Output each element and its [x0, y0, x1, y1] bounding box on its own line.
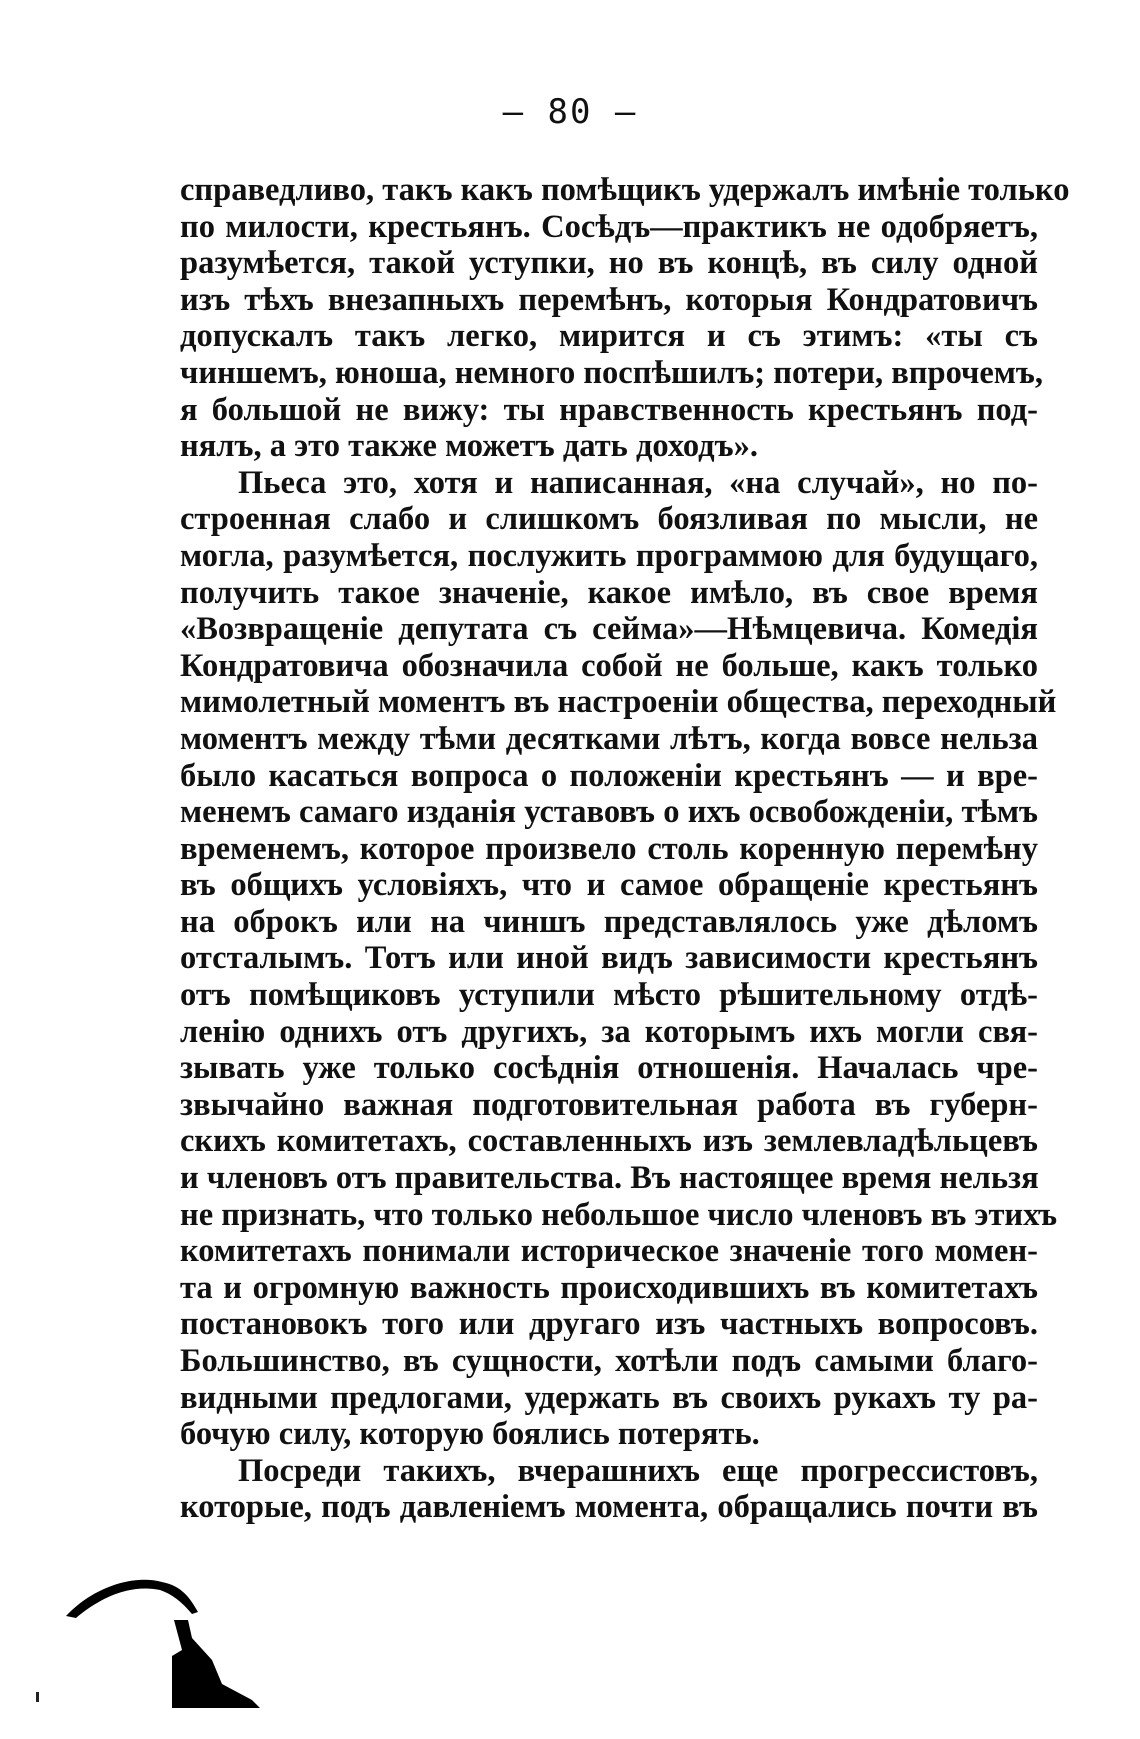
library-stamp-fragment	[62, 1560, 262, 1710]
text-line: которые, подъ давленіемъ момента, обращались почти въ	[180, 1489, 1038, 1526]
text-line: въ общихъ условіяхъ, что и самое обращеніе крестьянъ	[180, 867, 1038, 904]
text-line: звычайно важная подготовительная работа въ губерн-	[180, 1086, 1038, 1123]
text-line: моментъ между тѣми десятками лѣтъ, когда вовсе нельза	[180, 720, 1038, 757]
text-line: нялъ, а это также можетъ дать доходъ».	[180, 428, 758, 465]
text-line: отсталымъ. Тотъ или иной видъ зависимости крестьянъ	[180, 940, 1038, 977]
text-line: по милости, крестьянъ. Сосѣдъ—практикъ не одобряетъ,	[180, 208, 1038, 245]
text-line: было касаться вопроса о положеніи крестьянъ — и вре-	[180, 757, 1038, 794]
text-line: я большой не вижу: ты нравственность крестьянъ под-	[180, 391, 1038, 428]
text-line: отъ помѣщиковъ уступили мѣсто рѣшительному отдѣ-	[180, 977, 1038, 1014]
stamp-arc	[66, 1580, 198, 1618]
text-line: не признать, что только небольшое число членовъ въ этихъ	[180, 1196, 1058, 1233]
text-line: бочую силу, которую боялись потерять.	[180, 1416, 760, 1453]
text-line: ленію однихъ отъ другихъ, за которымъ ихъ могли свя-	[180, 1013, 1038, 1050]
stamp-body	[172, 1620, 260, 1708]
text-line: видными предлогами, удержать въ своихъ рукахъ ту ра-	[180, 1379, 1038, 1416]
text-line: комитетахъ понимали историческое значеніе того момен-	[180, 1233, 1038, 1270]
text-line: Пьеса это, хотя и написанная, «на случай», но по-	[238, 464, 1038, 501]
text-line: получить такое значеніе, какое имѣло, въ свое время	[180, 574, 1038, 611]
text-line: скихъ комитетахъ, составленныхъ изъ землевладѣльцевъ	[180, 1123, 1038, 1160]
text-line: «Возвращеніе депутата съ сейма»—Нѣмцевича. Комедія	[180, 611, 1038, 648]
paragraph-1	[180, 172, 1070, 465]
text-line: зывать уже только сосѣднія отношенія. Началась чре-	[180, 1050, 1038, 1087]
text-line: Большинство, въ сущности, хотѣли подъ самыми благо-	[180, 1343, 1038, 1379]
text-line: допускалъ такъ легко, мирится и съ этимъ: «ты съ	[180, 318, 1038, 355]
margin-mark	[36, 1692, 39, 1702]
page-number: — 80 —	[502, 92, 638, 132]
text-line: на оброкъ или на чиншъ представлялось уже дѣломъ	[180, 903, 1038, 940]
text-line: и членовъ отъ правительства. Въ настоящее время нельзя	[180, 1160, 1039, 1197]
text-line: справедливо, такъ какъ помѣщикъ удержалъ имѣніе только	[180, 172, 1070, 208]
text-line: строенная слабо и слишкомъ боязливая по мысли, не	[180, 501, 1038, 538]
text-line: постановокъ того или другаго изъ частныхъ вопросовъ.	[180, 1306, 1038, 1343]
text-line: разумѣется, такой уступки, но въ концѣ, въ силу одной	[180, 245, 1038, 282]
text-line: изъ тѣхъ внезапныхъ перемѣнъ, которыя Кондратовичъ	[180, 281, 1038, 318]
text-line: менемъ самаго изданія уставовъ о ихъ освобожденіи, тѣмъ	[180, 794, 1038, 831]
paragraph-2	[180, 464, 1058, 1453]
text-line: временемъ, которое произвело столь коренную перемѣну	[180, 830, 1038, 867]
text-line: мимолетный моментъ въ настроеніи общества, переходный	[180, 684, 1057, 721]
text-line: могла, разумѣется, послужить программою для будущаго,	[180, 537, 1038, 574]
text-line: та и огромную важность происходившихъ въ комитетахъ	[180, 1269, 1038, 1306]
text-line: чиншемъ, юноша, немного поспѣшилъ; потери, впрочемъ,	[180, 354, 1043, 391]
paragraph-3	[180, 1453, 1038, 1526]
body-text	[180, 172, 1070, 1526]
text-line: Посреди такихъ, вчерашнихъ еще прогрессистовъ,	[238, 1452, 1038, 1489]
text-line: Кондратовича обозначила собой не больше, какъ только	[180, 647, 1038, 684]
